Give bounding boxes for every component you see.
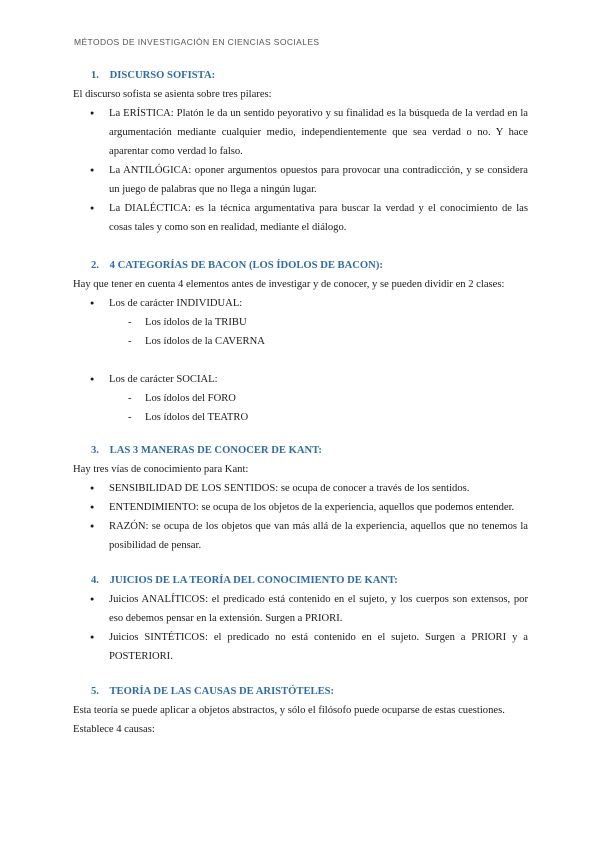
sub-list: [109, 313, 528, 351]
section-title: TEORÍA DE LAS CAUSAS DE ARISTÓTELES:: [109, 686, 335, 697]
document-body: [73, 66, 528, 739]
section-1-heading: [73, 66, 528, 85]
sub-list-item: - Los ídolos del TEATRO: [145, 408, 528, 427]
section-5-intro: Esta teoría se puede aplicar a objetos abstractos, y sólo el filósofo puede ocuparse de estas cuestiones.: [73, 705, 505, 716]
sub-list-item: - Los ídolos de la CAVERNA: [145, 332, 528, 351]
list-item: [109, 294, 528, 351]
section-1-list: [73, 104, 528, 237]
section-number: 2.: [91, 260, 99, 271]
section-3-heading: [73, 441, 528, 460]
section-number: 3.: [91, 445, 99, 456]
section-3-list: [73, 479, 528, 555]
section-title: LAS 3 MANERAS DE CONOCER DE KANT:: [109, 445, 322, 456]
section-2-list: [73, 294, 528, 351]
section-title: DISCURSO SOFISTA:: [109, 70, 216, 81]
group-label: Los de carácter INDIVIDUAL:: [109, 298, 243, 309]
section-4-heading: [73, 571, 528, 590]
list-item: ● La ERÍSTICA: Platón le da un sentido peyorativo y su finalidad es la búsqueda de la verdad en la argumentación mediante cualquier medio, independientemente que sea verdad o no. Y hace aparentar como verdad lo falso.: [109, 104, 528, 161]
section-2-heading: [73, 256, 528, 275]
running-header: MÉTODOS DE INVESTIGACIÓN EN CIENCIAS SOCIALES: [74, 37, 320, 47]
list-item: [109, 370, 528, 427]
section-title: JUICIOS DE LA TEORÍA DEL CONOCIMIENTO DE KANT:: [109, 575, 398, 586]
group-label: Los de carácter SOCIAL:: [109, 374, 218, 385]
section-5-intro-2: Establece 4 causas:: [73, 724, 155, 735]
list-item: ● Juicios SINTÉTICOS: el predicado no está contenido en el sujeto. Surgen a PRIORI y a POSTERIORI.: [109, 628, 528, 666]
section-5-heading: [73, 682, 528, 701]
section-2-intro: Hay que tener en cuenta 4 elementos antes de investigar y de conocer, y se pueden dividir en 2 clases:: [73, 279, 505, 290]
list-item: ● La ANTILÓGICA: oponer argumentos opuestos para provocar una contradicción, y se considera un juego de palabras que no llega a ningún lugar.: [109, 161, 528, 199]
sub-list: [109, 389, 528, 427]
section-1-intro: El discurso sofista se asienta sobre tres pilares:: [73, 89, 272, 100]
section-number: 5.: [91, 686, 99, 697]
section-title: 4 CATEGORÍAS DE BACON (LOS ÍDOLOS DE BACON):: [109, 260, 383, 271]
list-item: ● RAZÓN: se ocupa de los objetos que van más allá de la experiencia, aquellos que no tenemos la posibilidad de pensar.: [109, 517, 528, 555]
section-3-intro: Hay tres vías de conocimiento para Kant:: [73, 464, 249, 475]
list-item: ● ENTENDIMIENTO: se ocupa de los objetos de la experiencia, aquellos que podemos entender.: [109, 498, 528, 517]
sub-list-item: - Los ídolos de la TRIBU: [145, 313, 528, 332]
section-2-list-social: [73, 370, 528, 427]
section-number: 1.: [91, 70, 99, 81]
list-item: ● La DIALÉCTICA: es la técnica argumentativa para buscar la verdad y el conocimiento de las cosas tales y como son en realidad, mediante el diálogo.: [109, 199, 528, 237]
section-4-list: [73, 590, 528, 666]
section-number: 4.: [91, 575, 99, 586]
list-item: ● Juicios ANALÍTICOS: el predicado está contenido en el sujeto, y los cuerpos son extensos, por eso debemos pensar en la extensión. Surgen a PRIORI.: [109, 590, 528, 628]
list-item: ● SENSIBILIDAD DE LOS SENTIDOS: se ocupa de conocer a través de los sentidos.: [109, 479, 528, 498]
sub-list-item: - Los ídolos del FORO: [145, 389, 528, 408]
